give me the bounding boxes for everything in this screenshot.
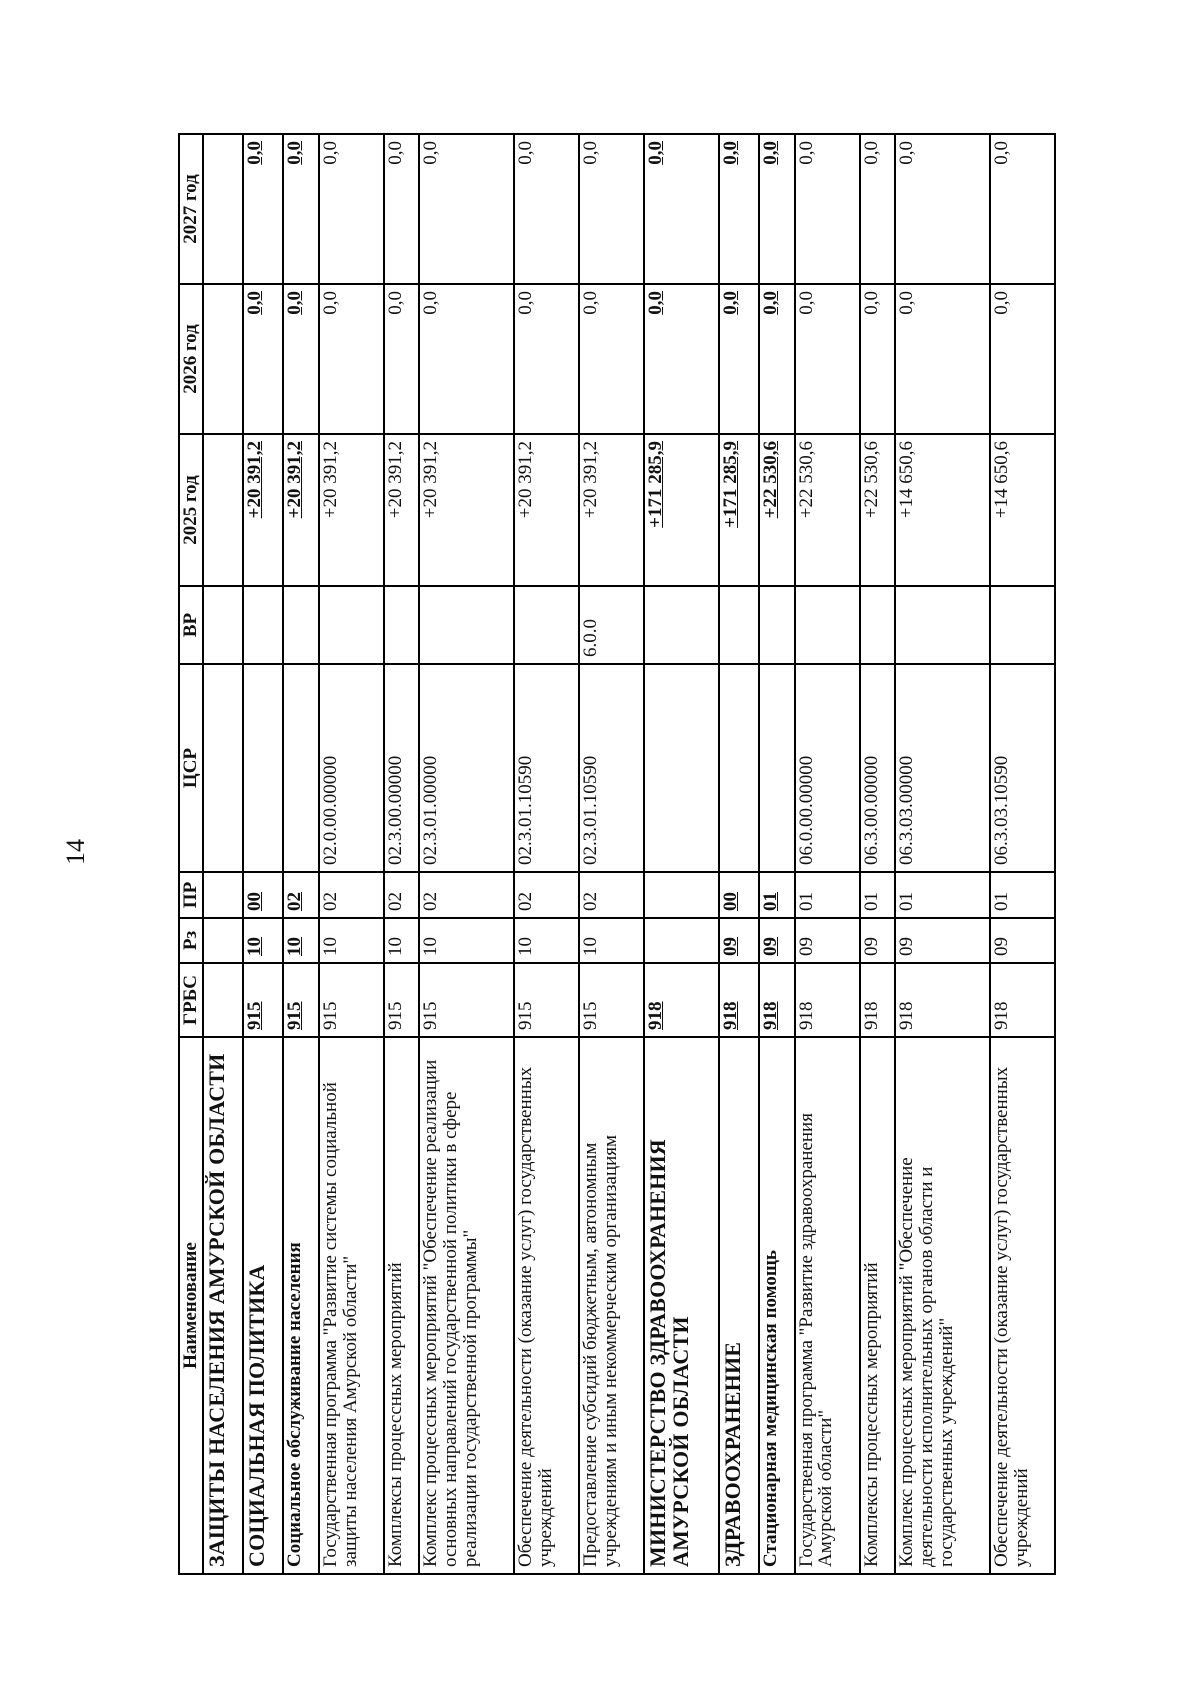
cell-pr: 01 — [759, 872, 795, 918]
cell-pr — [644, 872, 718, 918]
header-grbs: ГРБС — [179, 963, 203, 1037]
cell-csr — [243, 664, 283, 872]
cell-2026: 0,0 — [419, 284, 514, 434]
rotated-table-container — [178, 135, 1056, 1575]
cell-2027: 0,0 — [384, 134, 420, 284]
table-row — [203, 134, 243, 1574]
cell-2026: 0,0 — [514, 284, 579, 434]
cell-2027: 0,0 — [719, 134, 759, 284]
cell-rz: 09 — [719, 918, 759, 963]
budget-table — [178, 133, 1056, 1575]
cell-name: Стационарная медицинская помощь — [759, 1037, 795, 1574]
cell-csr: 02.3.00.00000 — [384, 664, 420, 872]
cell-vr — [860, 586, 896, 664]
cell-csr — [644, 664, 718, 872]
cell-2026: 0,0 — [283, 284, 319, 434]
cell-2026: 0,0 — [384, 284, 420, 434]
cell-name: Комплекс процессных мероприятий "Обеспечение реализации основных направлений государственной политики в сфере реализации государственной программы" — [419, 1037, 514, 1574]
cell-2025: +171 285,9 — [719, 434, 759, 586]
cell-2026: 0,0 — [860, 284, 896, 434]
cell-rz: 10 — [319, 918, 384, 963]
cell-grbs: 918 — [895, 963, 990, 1037]
table-row — [990, 134, 1055, 1574]
cell-2025: +171 285,9 — [644, 434, 718, 586]
cell-pr: 02 — [514, 872, 579, 918]
cell-2025: +14 650,6 — [990, 434, 1055, 586]
cell-2027: 0,0 — [895, 134, 990, 284]
cell-2026: 0,0 — [243, 284, 283, 434]
cell-vr — [795, 586, 860, 664]
cell-rz: 10 — [283, 918, 319, 963]
cell-vr — [283, 586, 319, 664]
table-row — [719, 134, 759, 1574]
cell-2025: +22 530,6 — [795, 434, 860, 586]
cell-pr: 01 — [860, 872, 896, 918]
cell-2027: 0,0 — [579, 134, 644, 284]
cell-grbs: 918 — [644, 963, 718, 1037]
cell-name: Обеспечение деятельности (оказание услуг) государственных учреждений — [990, 1037, 1055, 1574]
cell-rz: 09 — [860, 918, 896, 963]
cell-2025: +20 391,2 — [419, 434, 514, 586]
cell-2027: 0,0 — [283, 134, 319, 284]
cell-pr: 01 — [895, 872, 990, 918]
cell-2026: 0,0 — [895, 284, 990, 434]
cell-rz: 10 — [384, 918, 420, 963]
cell-csr: 02.0.00.00000 — [319, 664, 384, 872]
cell-name: МИНИСТЕРСТВО ЗДРАВООХРАНЕНИЯ АМУРСКОЙ ОБЛАСТИ — [644, 1037, 718, 1574]
cell-2025: +20 391,2 — [283, 434, 319, 586]
cell-2025: +22 530,6 — [759, 434, 795, 586]
cell-grbs: 915 — [243, 963, 283, 1037]
cell-name: Комплекс процессных мероприятий "Обеспечение деятельности исполнительных органов области и государственных учреждений" — [895, 1037, 990, 1574]
cell-2025: +20 391,2 — [579, 434, 644, 586]
cell-name: Предоставление субсидий бюджетным, автономным учреждениям и иным некоммерческим организациям — [579, 1037, 644, 1574]
table-row — [795, 134, 860, 1574]
cell-grbs: 915 — [319, 963, 384, 1037]
cell-pr: 02 — [384, 872, 420, 918]
cell-grbs — [203, 963, 243, 1037]
cell-rz: 09 — [759, 918, 795, 963]
cell-vr — [514, 586, 579, 664]
cell-rz — [644, 918, 718, 963]
table-row — [283, 134, 319, 1574]
cell-2027: 0,0 — [644, 134, 718, 284]
cell-2026: 0,0 — [644, 284, 718, 434]
cell-2027 — [203, 134, 243, 284]
cell-2027: 0,0 — [419, 134, 514, 284]
header-2026: 2026 год — [179, 284, 203, 434]
cell-2026 — [203, 284, 243, 434]
cell-2026: 0,0 — [795, 284, 860, 434]
header-pr: ПР — [179, 872, 203, 918]
cell-2027: 0,0 — [319, 134, 384, 284]
cell-name: Социальное обслуживание населения — [283, 1037, 319, 1574]
cell-name: ЗАЩИТЫ НАСЕЛЕНИЯ АМУРСКОЙ ОБЛАСТИ — [203, 1037, 243, 1574]
cell-csr — [719, 664, 759, 872]
cell-name: Государственная программа "Развитие здравоохранения Амурской области" — [795, 1037, 860, 1574]
cell-csr: 06.3.00.00000 — [860, 664, 896, 872]
table-row — [384, 134, 420, 1574]
cell-2027: 0,0 — [514, 134, 579, 284]
table-row — [579, 134, 644, 1574]
cell-vr — [759, 586, 795, 664]
header-name: Наименование — [179, 1037, 203, 1574]
cell-rz: 09 — [895, 918, 990, 963]
cell-pr: 02 — [319, 872, 384, 918]
cell-grbs: 915 — [419, 963, 514, 1037]
cell-vr — [243, 586, 283, 664]
header-2025: 2025 год — [179, 434, 203, 586]
cell-pr: 00 — [719, 872, 759, 918]
cell-2025: +20 391,2 — [514, 434, 579, 586]
table-row — [243, 134, 283, 1574]
cell-pr: 02 — [579, 872, 644, 918]
cell-vr — [895, 586, 990, 664]
cell-vr — [419, 586, 514, 664]
cell-csr — [283, 664, 319, 872]
cell-grbs: 918 — [990, 963, 1055, 1037]
header-vr: ВР — [179, 586, 203, 664]
cell-2025 — [203, 434, 243, 586]
cell-2026: 0,0 — [319, 284, 384, 434]
cell-rz: 09 — [795, 918, 860, 963]
cell-pr: 02 — [419, 872, 514, 918]
cell-grbs: 915 — [384, 963, 420, 1037]
page-number: 14 — [61, 839, 90, 865]
cell-csr — [759, 664, 795, 872]
cell-rz — [203, 918, 243, 963]
table-row — [319, 134, 384, 1574]
cell-rz: 09 — [990, 918, 1055, 963]
cell-2027: 0,0 — [759, 134, 795, 284]
cell-vr — [319, 586, 384, 664]
cell-2027: 0,0 — [990, 134, 1055, 284]
cell-csr — [203, 664, 243, 872]
cell-csr: 02.3.01.00000 — [419, 664, 514, 872]
cell-name: Государственная программа "Развитие системы социальной защиты населения Амурской области" — [319, 1037, 384, 1574]
cell-grbs: 918 — [719, 963, 759, 1037]
cell-2025: +22 530,6 — [860, 434, 896, 586]
cell-pr — [203, 872, 243, 918]
cell-csr: 06.0.00.00000 — [795, 664, 860, 872]
cell-name: Обеспечение деятельности (оказание услуг) государственных учреждений — [514, 1037, 579, 1574]
table-header-row — [179, 134, 203, 1574]
cell-grbs: 918 — [759, 963, 795, 1037]
table-row — [860, 134, 896, 1574]
cell-2026: 0,0 — [990, 284, 1055, 434]
cell-2025: +20 391,2 — [319, 434, 384, 586]
header-rz: Рз — [179, 918, 203, 963]
cell-csr: 02.3.01.10590 — [514, 664, 579, 872]
cell-rz: 10 — [579, 918, 644, 963]
cell-pr: 02 — [283, 872, 319, 918]
cell-pr: 01 — [795, 872, 860, 918]
cell-rz: 10 — [419, 918, 514, 963]
cell-2025: +20 391,2 — [384, 434, 420, 586]
cell-vr — [203, 586, 243, 664]
header-2027: 2027 год — [179, 134, 203, 284]
cell-2027: 0,0 — [795, 134, 860, 284]
cell-vr: 6.0.0 — [579, 586, 644, 664]
cell-rz: 10 — [243, 918, 283, 963]
cell-csr: 06.3.03.00000 — [895, 664, 990, 872]
cell-2026: 0,0 — [579, 284, 644, 434]
cell-grbs: 915 — [283, 963, 319, 1037]
cell-grbs: 918 — [860, 963, 896, 1037]
cell-pr: 01 — [990, 872, 1055, 918]
cell-pr: 00 — [243, 872, 283, 918]
cell-vr — [990, 586, 1055, 664]
cell-2026: 0,0 — [719, 284, 759, 434]
cell-vr — [719, 586, 759, 664]
cell-name: Комплексы процессных мероприятий — [860, 1037, 896, 1574]
cell-rz: 10 — [514, 918, 579, 963]
cell-name: Комплексы процессных мероприятий — [384, 1037, 420, 1574]
table-row — [895, 134, 990, 1574]
cell-2027: 0,0 — [243, 134, 283, 284]
table-row — [644, 134, 718, 1574]
cell-vr — [384, 586, 420, 664]
cell-2026: 0,0 — [759, 284, 795, 434]
cell-csr: 02.3.01.10590 — [579, 664, 644, 872]
table-row — [759, 134, 795, 1574]
cell-2025: +20 391,2 — [243, 434, 283, 586]
cell-name: ЗДРАВООХРАНЕНИЕ — [719, 1037, 759, 1574]
cell-2025: +14 650,6 — [895, 434, 990, 586]
cell-grbs: 915 — [514, 963, 579, 1037]
cell-vr — [644, 586, 718, 664]
cell-name: СОЦИАЛЬНАЯ ПОЛИТИКА — [243, 1037, 283, 1574]
table-row — [514, 134, 579, 1574]
cell-grbs: 918 — [795, 963, 860, 1037]
cell-csr: 06.3.03.10590 — [990, 664, 1055, 872]
cell-grbs: 915 — [579, 963, 644, 1037]
table-row — [419, 134, 514, 1574]
header-csr: ЦСР — [179, 664, 203, 872]
cell-2027: 0,0 — [860, 134, 896, 284]
